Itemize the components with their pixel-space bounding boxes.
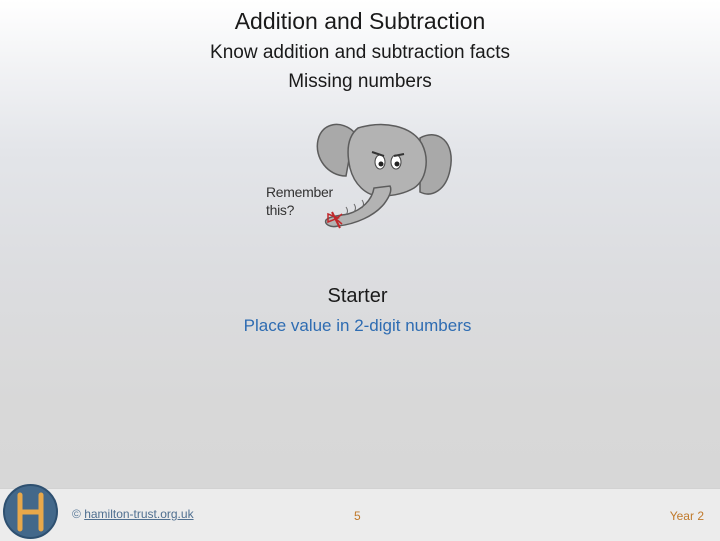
slide-footer [0,488,720,541]
page-number: 5 [354,509,361,523]
starter-heading: Starter [327,285,388,307]
h-letter-icon [5,486,56,537]
remember-caption [266,183,333,219]
copyright-symbol: © [72,507,81,521]
copyright-notice [72,507,194,521]
elephant-illustration [262,118,457,236]
slide-subtitle-topic: Missing numbers [288,71,432,92]
starter-subheading: Place value in 2-digit numbers [243,316,472,335]
hamilton-logo-icon [3,484,58,539]
hamilton-trust-link[interactable]: hamilton-trust.org.uk [84,507,194,521]
remember-caption-line1: Remember [266,184,333,200]
remember-caption-line2: this? [266,202,295,218]
slide-subtitle: Know addition and subtraction facts [210,42,510,63]
slide-title: Addition and Subtraction [234,8,486,34]
year-label: Year 2 [669,509,704,523]
